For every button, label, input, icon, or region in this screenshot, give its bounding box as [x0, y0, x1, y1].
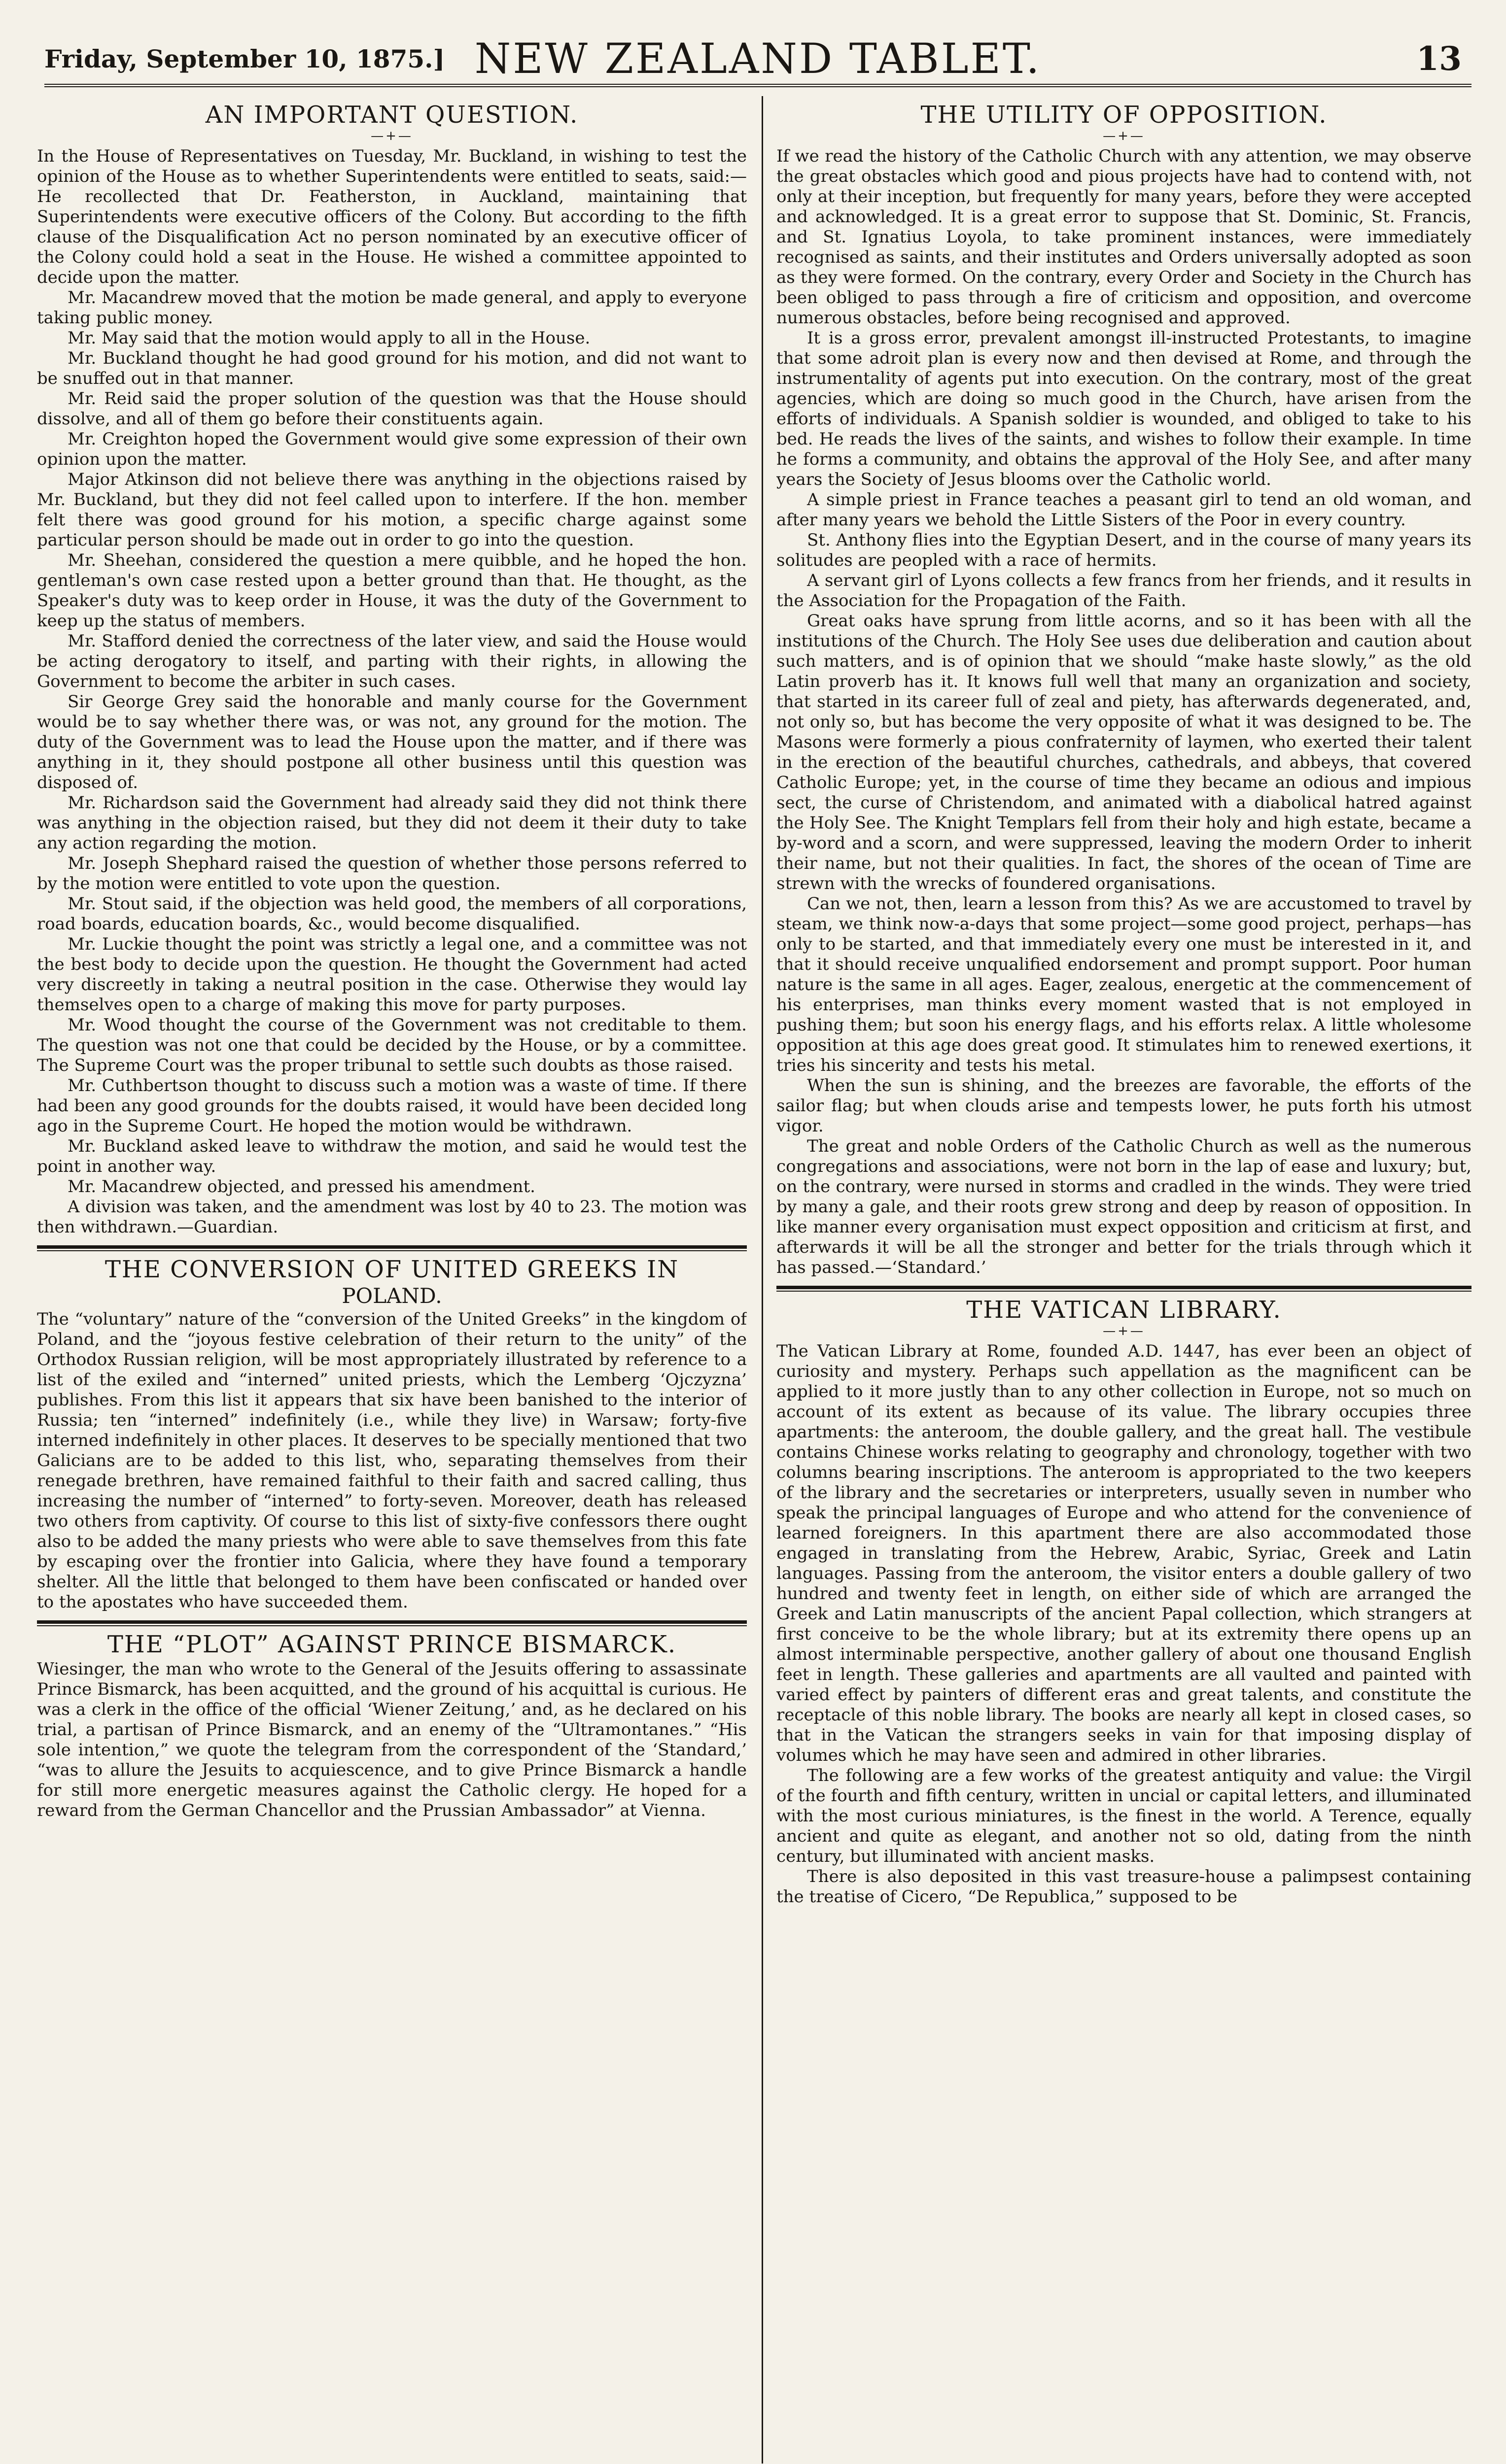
paragraph: There is also deposited in this vast treasure-house a palimpsest containing the treatise of Cicero, “De Republica,” supposed to be	[776, 1867, 1471, 1907]
title-ornament: —+—	[371, 129, 413, 144]
paragraph: Mr. Stafford denied the correctness of the later view, and said the House would be acting derogatory to itself, and parting with their rights, in allowing the Government to become the arbiter in such cases.	[37, 631, 747, 692]
article-body	[37, 146, 747, 1237]
article-body	[776, 146, 1471, 1278]
title-ornament: —+—	[1103, 1324, 1145, 1339]
masthead	[44, 30, 1471, 87]
article-title: THE CONVERSION OF UNITED GREEKS IN	[105, 1256, 679, 1284]
article-title: AN IMPORTANT QUESTION.	[205, 101, 579, 129]
paragraph: Mr. Luckie thought the point was strictly a legal one, and a committee was not the best body to decide upon the question. He thought the Government had acted very discreetly in taking a neutral position in the case. Otherwise they would lay themselves open to a charge of making this move for party purposes.	[37, 934, 747, 1015]
paragraph: A division was taken, and the amendment was lost by 40 to 23. The motion was then withdrawn.—Guardian.	[37, 1197, 747, 1237]
paragraph: Mr. Buckland thought he had good ground for his motion, and did not want to be snuffed out in that manner.	[37, 348, 747, 389]
paragraph: The Vatican Library at Rome, founded A.D. 1447, has ever been an object of curiosity and mystery. Perhaps such appellation as the magnificent can be applied to it more justly than to any other collection in Europe, not so much on account of its extent as because of its value. The library occupies three apartments: the anteroom, the double gallery, and the great hall. The vestibule contains Chinese works relating to geography and chronology, together with two columns bearing inscriptions. The anteroom is appropriated to the two keepers of the library and the secretaries or interpreters, usually seven in number who speak the principal languages of Europe and who attend for the convenience of learned foreigners. In this apartment there are also accommodated those engaged in translating from the Hebrew, Arabic, Syriac, Greek and Latin languages. Passing from the anteroom, the visitor enters a double gallery of two hundred and twenty feet in length, on either side of which are arranged the Greek and Latin manuscripts of the ancient Papal collection, which strangers at first conceive to be the whole library; but at its extremity there opens up an almost interminable perspective, another gallery of about one thousand English feet in length. These galleries and apartments are all vaulted and painted with varied effect by painters of different eras and great talents, and constitute the receptacle of this noble library. The books are nearly all kept in closed cases, so that in the Vatican the strangers seeks in vain for that imposing display of volumes which he may have seen and admired in other libraries.	[776, 1341, 1471, 1766]
paragraph: Mr. Reid said the proper solution of the question was that the House should dissolve, and all of them go before their constituents again.	[37, 389, 747, 429]
paragraph: Wiesinger, the man who wrote to the General of the Jesuits offering to assassinate Prince Bismarck, has been acquitted, and the ground of his acquittal is curious. He was a clerk in the office of the official ‘Wiener Zeitung,’ and, as he declared on his trial, a partisan of Prince Bismarck, and an enemy of the “Ultramontanes.” “His sole intention,” we quote the telegram from the correspondent of the ‘Standard,’ “was to allure the Jesuits to acquiescence, and to give Prince Bismarck a handle for still more energetic measures against the Catholic clergy. He hoped for a reward from the German Chancellor and the Prussian Ambassador” at Vienna.	[37, 1659, 747, 1820]
paragraph: A simple priest in France teaches a peasant girl to tend an old woman, and after many years we behold the Little Sisters of the Poor in every country.	[776, 490, 1471, 530]
paragraph: Mr. Macandrew moved that the motion be made general, and apply to everyone taking public money.	[37, 288, 747, 328]
article-body	[776, 1341, 1471, 1907]
paragraph: When the sun is shining, and the breezes are favorable, the efforts of the sailor flag; but when clouds arise and tempests lower, he puts forth his utmost vigor.	[776, 1076, 1471, 1136]
article-title: THE UTILITY OF OPPOSITION.	[920, 101, 1328, 129]
paragraph: Mr. Creighton hoped the Government would give some expression of their own opinion upon the matter.	[37, 429, 747, 470]
section-rule	[37, 1245, 747, 1251]
paragraph: Mr. Richardson said the Government had already said they did not think there was anything in the objection raised, but they did not deem it their duty to take any action regarding the motion.	[37, 793, 747, 854]
paragraph: The great and noble Orders of the Catholic Church as well as the numerous congregations and associations, were not born in the lap of ease and luxury; but, on the contrary, were nursed in storms and cradled in the winds. They were tried by many a gale, and their roots grew strong and deep by reason of opposition. In like manner every organisation must expect opposition and criticism at first, and afterwards it will be all the stronger and better for the trials through which it has passed.—‘Standard.’	[776, 1136, 1471, 1278]
paragraph: Mr. Joseph Shephard raised the question of whether those persons referred to by the motion were entitled to vote upon the question.	[37, 854, 747, 894]
section-rule	[37, 1620, 747, 1626]
page-number: 13	[1416, 39, 1462, 78]
article-plot-bismarck	[37, 1631, 747, 1821]
paragraph: Mr. Stout said, if the objection was held good, the members of all corporations, road boards, education boards, &c., would become disqualified.	[37, 894, 747, 934]
section-rule	[776, 1286, 1471, 1292]
paragraph: St. Anthony flies into the Egyptian Desert, and in the course of many years its solitudes are peopled with a race of hermits.	[776, 530, 1471, 571]
article-title: THE “PLOT” AGAINST PRINCE BISMARCK.	[107, 1630, 677, 1658]
title-ornament: —+—	[1103, 129, 1145, 144]
column-divider	[762, 96, 763, 2464]
paragraph: Major Atkinson did not believe there was anything in the objections raised by Mr. Buckland, but they did not feel called upon to interfere. If the hon. member felt there was good ground for his motion, a specific charge against some particular person should be made out in order to go into the question.	[37, 470, 747, 550]
newspaper-title: NEW ZEALAND TABLET.	[474, 34, 1042, 83]
paragraph: Mr. Cuthbertson thought to discuss such a motion was a waste of time. If there had been any good grounds for the doubts raised, it would have been decided long ago in the Supreme Court. He hoped the motion would be withdrawn.	[37, 1076, 747, 1136]
article-united-greeks	[37, 1256, 747, 1612]
article-title: THE VATICAN LIBRARY.	[966, 1296, 1282, 1324]
left-column	[37, 99, 747, 2464]
paragraph: Sir George Grey said the honorable and manly course for the Government would be to say whether there was, or was not, any ground for the motion. The duty of the Government was to lead the House upon the matter, and if there was anything in it, they should postpone all other business until this question was disposed of.	[37, 692, 747, 793]
paragraph: In the House of Representatives on Tuesday, Mr. Buckland, in wishing to test the opinion of the House as to whether Superintendents were entitled to seats, said:—He recollected that Dr. Featherston, in Auckland, maintaining that Superintendents were executive officers of the Colony. But according to the fifth clause of the Disqualification Act no person nominated by an executive officer of the Colony could hold a seat in the House. He wished a committee appointed to decide upon the matter.	[37, 146, 747, 288]
article-vatican-library	[776, 1297, 1471, 1907]
paragraph: The following are a few works of the greatest antiquity and value: the Virgil of the fourth and fifth century, written in uncial or capital letters, and illuminated with the most curious miniatures, is the finest in the world. A Terence, equally ancient and quite as elegant, and another not so old, dating from the ninth century, but illuminated with ancient masks.	[776, 1766, 1471, 1867]
paragraph: Can we not, then, learn a lesson from this? As we are accustomed to travel by steam, we think now-a-days that some project—some good project, perhaps—has only to be started, and that immediately every one must be interested in it, and that it should receive unqualified endorsement and prompt support. Poor human nature is the same in all ages. Eager, zealous, energetic at the commencement of his enterprises, man thinks every moment wasted that is not employed in pushing them; but soon his energy flags, and his efforts relax. A little wholesome opposition at this age does great good. It stimulates him to renewed exertions, it tries his sincerity and tests his metal.	[776, 894, 1471, 1076]
paragraph: A servant girl of Lyons collects a few francs from her friends, and it results in the Association for the Propagation of the Faith.	[776, 571, 1471, 611]
article-utility-opposition	[776, 102, 1471, 1278]
right-column	[776, 99, 1471, 2464]
article-body	[37, 1309, 747, 1612]
paragraph: Mr. Wood thought the course of the Government was not creditable to them. The question was not one that could be decided by the House, or by a committee. The Supreme Court was the proper tribunal to settle such doubts as those raised.	[37, 1015, 747, 1076]
article-important-question	[37, 102, 747, 1237]
article-subtitle: POLAND.	[342, 1284, 442, 1308]
paragraph: If we read the history of the Catholic Church with any attention, we may observe the great obstacles which good and pious projects have had to contend with, not only at their inception, but frequently for many years, before they were accepted and acknowledged. It is a great error to suppose that St. Dominic, St. Francis, and St. Ignatius Loyola, to take prominent instances, were immediately recognised as saints, and their institutes and Orders universally adopted as soon as they were formed. On the contrary, every Order and Society in the Church has been obliged to pass through a fire of criticism and opposition, and overcome numerous obstacles, before being recognised and approved.	[776, 146, 1471, 328]
paragraph: Mr. Sheehan, considered the question a mere quibble, and he hoped the hon. gentleman's own case rested upon a better ground than that. He thought, as the Speaker's duty was to keep order in House, it was the duty of the Government to keep up the status of members.	[37, 550, 747, 631]
paragraph: Mr. Buckland asked leave to withdraw the motion, and said he would test the point in another way.	[37, 1136, 747, 1177]
paragraph: The “voluntary” nature of the “conversion of the United Greeks” in the kingdom of Poland, and the “joyous festive celebration of their return to the unity” of the Orthodox Russian religion, will be most appropriately illustrated by reference to a list of the exiled and “interned” united priests, which the Lemberg ‘Ojczyzna’ publishes. From this list it appears that six have been banished to the interior of Russia; ten “interned” indefinitely (i.e., while they live) in Warsaw; forty-five interned indefinitely in other places. It deserves to be specially mentioned that two Galicians are to be added to this list, who, separating themselves from their renegade brethren, have remained faithful to their faith and sacred calling, thus increasing the number of “interned” to forty-seven. Moreover, death has released two others from captivity. Of course to this list of sixty-five confessors there ought also to be added the many priests who were able to save themselves from this fate by escaping over the frontier into Galicia, where they have found a temporary shelter. All the little that belonged to them have been confiscated or handed over to the apostates who have succeeded them.	[37, 1309, 747, 1612]
paragraph: Great oaks have sprung from little acorns, and so it has been with all the institutions of the Church. The Holy See uses due deliberation and caution about such matters, and is of opinion that we should “make haste slowly,” as the old Latin proverb has it. It knows full well that many an organization and society, that started in its career full of zeal and piety, has afterwards degenerated, and, not only so, but has become the very opposite of what it was designed to be. The Masons were formerly a pious confraternity of laymen, who exerted their talent in the erection of the beautiful churches, cathedrals, and abbeys, that covered Catholic Europe; yet, in the course of time they became an odious and impious sect, the curse of Christendom, and animated with a diabolical hatred against the Holy See. The Knight Templars fell from their holy and high estate, became a by-word and a scorn, and were suppressed, leaving the modern Order to inherit their name, but not their qualities. In fact, the shores of the ocean of Time are strewn with the wrecks of foundered organisations.	[776, 611, 1471, 894]
article-body	[37, 1659, 747, 1821]
paragraph: Mr. Macandrew objected, and pressed his amendment.	[68, 1177, 535, 1197]
issue-date: Friday, September 10, 1875.]	[44, 44, 445, 73]
paragraph: Mr. May said that the motion would apply to all in the House.	[68, 328, 591, 348]
paragraph: It is a gross error, prevalent amongst ill-instructed Protestants, to imagine that some adroit plan is every now and then devised at Rome, and through the instrumentality of agents put into execution. On the contrary, most of the great agencies, which are doing so much good in the Church, have arisen from the efforts of individuals. A Spanish soldier is wounded, and obliged to take to his bed. He reads the lives of the saints, and wishes to follow their example. In time he forms a community, and obtains the approval of the Holy See, and after many years the Society of Jesus blooms over the Catholic world.	[776, 328, 1471, 490]
